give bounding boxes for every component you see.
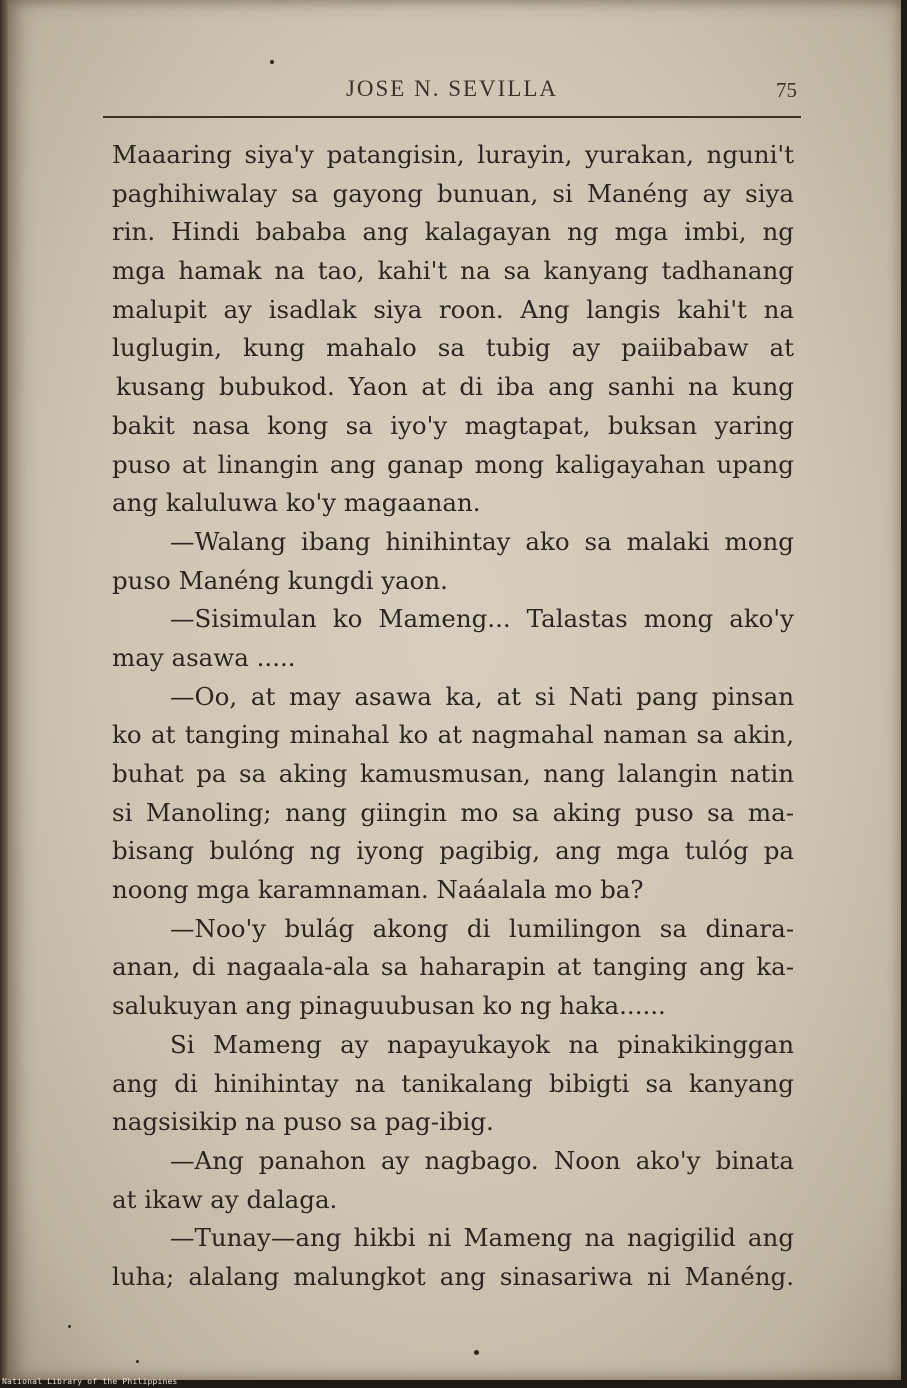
text-line: at ikaw ay dalaga. (112, 1184, 338, 1214)
text-line: ang di hinihintay na tanikalang bibigti sa kanyang (112, 1068, 794, 1098)
text-line: luglugin, kung mahalo sa tubig ay paiibabaw at (112, 333, 794, 363)
text-line: —Walang ibang hinihintay ako sa malaki mong (170, 526, 794, 556)
text-line: —Sisimulan ko Mameng... Talastas mong ako'y (170, 604, 794, 634)
text-line: ko at tanging minahal ko at nagmahal naman sa akin, (112, 720, 794, 750)
paper-speck (474, 1350, 479, 1355)
paper-speck (270, 60, 274, 64)
text-line: bakit nasa kong sa iyo'y magtapat, buksan yaring (112, 410, 794, 440)
text-line: rin. Hindi bababa ang kalagayan ng mga imbi, ng (112, 217, 794, 247)
text-line: anan, di nagaala-ala sa haharapin at tanging ang ka- (112, 952, 794, 982)
text-line: bisang bulóng ng iyong pagibig, ang mga tulóg pa (112, 836, 794, 866)
text-line: —Oo, at may asawa ka, at si Nati pang pinsan (170, 681, 794, 711)
library-credit: National Library of the Philippines (2, 1377, 178, 1386)
text-line: si Manoling; nang giingin mo sa aking puso sa ma- (112, 797, 794, 827)
text-line: —Ang panahon ay nagbago. Noon ako'y binata (170, 1145, 794, 1175)
text-line: Maaaring siya'y patangisin, lurayin, yurakan, nguni't (112, 140, 794, 169)
header-author: JOSE N. SEVILLA (345, 76, 559, 101)
body-text (112, 136, 794, 1297)
text-line: noong mga karamnaman. Naáalala mo ba? (112, 875, 644, 905)
text-line: —Noo'y bulág akong di lumilingon sa dinara- (170, 913, 794, 943)
page-number: 75 (776, 78, 797, 102)
text-line: —Tunay—ang hikbi ni Mameng na nagigilid ang (170, 1223, 794, 1253)
text-line: kusang bubukod. Yaon at di iba ang sanhi na kung (116, 372, 794, 402)
text-line: puso Manéng kungdi yaon. (112, 565, 448, 595)
text-line: luha; alalang malungkot ang sinasariwa ni Manéng. (112, 1261, 794, 1291)
text-line: puso at linangin ang ganap mong kaligayahan upang (112, 449, 794, 479)
text-line: malupit ay isadlak siya roon. Ang langis kahi't na (112, 294, 794, 324)
text-line: ang kaluluwa ko'y magaanan. (112, 488, 481, 518)
text-line: buhat pa sa aking kamusmusan, nang lalangin natin (112, 759, 794, 788)
text-line: paghihiwalay sa gayong bunuan, si Manéng ay siya (112, 178, 794, 208)
text-line: may asawa ..... (112, 642, 296, 672)
running-header (103, 76, 801, 118)
text-line: Si Mameng ay napayukayok na pinakikinggan (170, 1029, 794, 1059)
text-line: salukuyan ang pinaguubusan ko ng haka...... (112, 991, 666, 1021)
text-line: nagsisikip na puso sa pag-ibig. (112, 1107, 494, 1137)
paper-speck (136, 1360, 139, 1363)
paper-speck (68, 1325, 71, 1328)
book-page (8, 0, 901, 1380)
text-line: mga hamak na tao, kahi't na sa kanyang tadhanang (112, 256, 794, 286)
